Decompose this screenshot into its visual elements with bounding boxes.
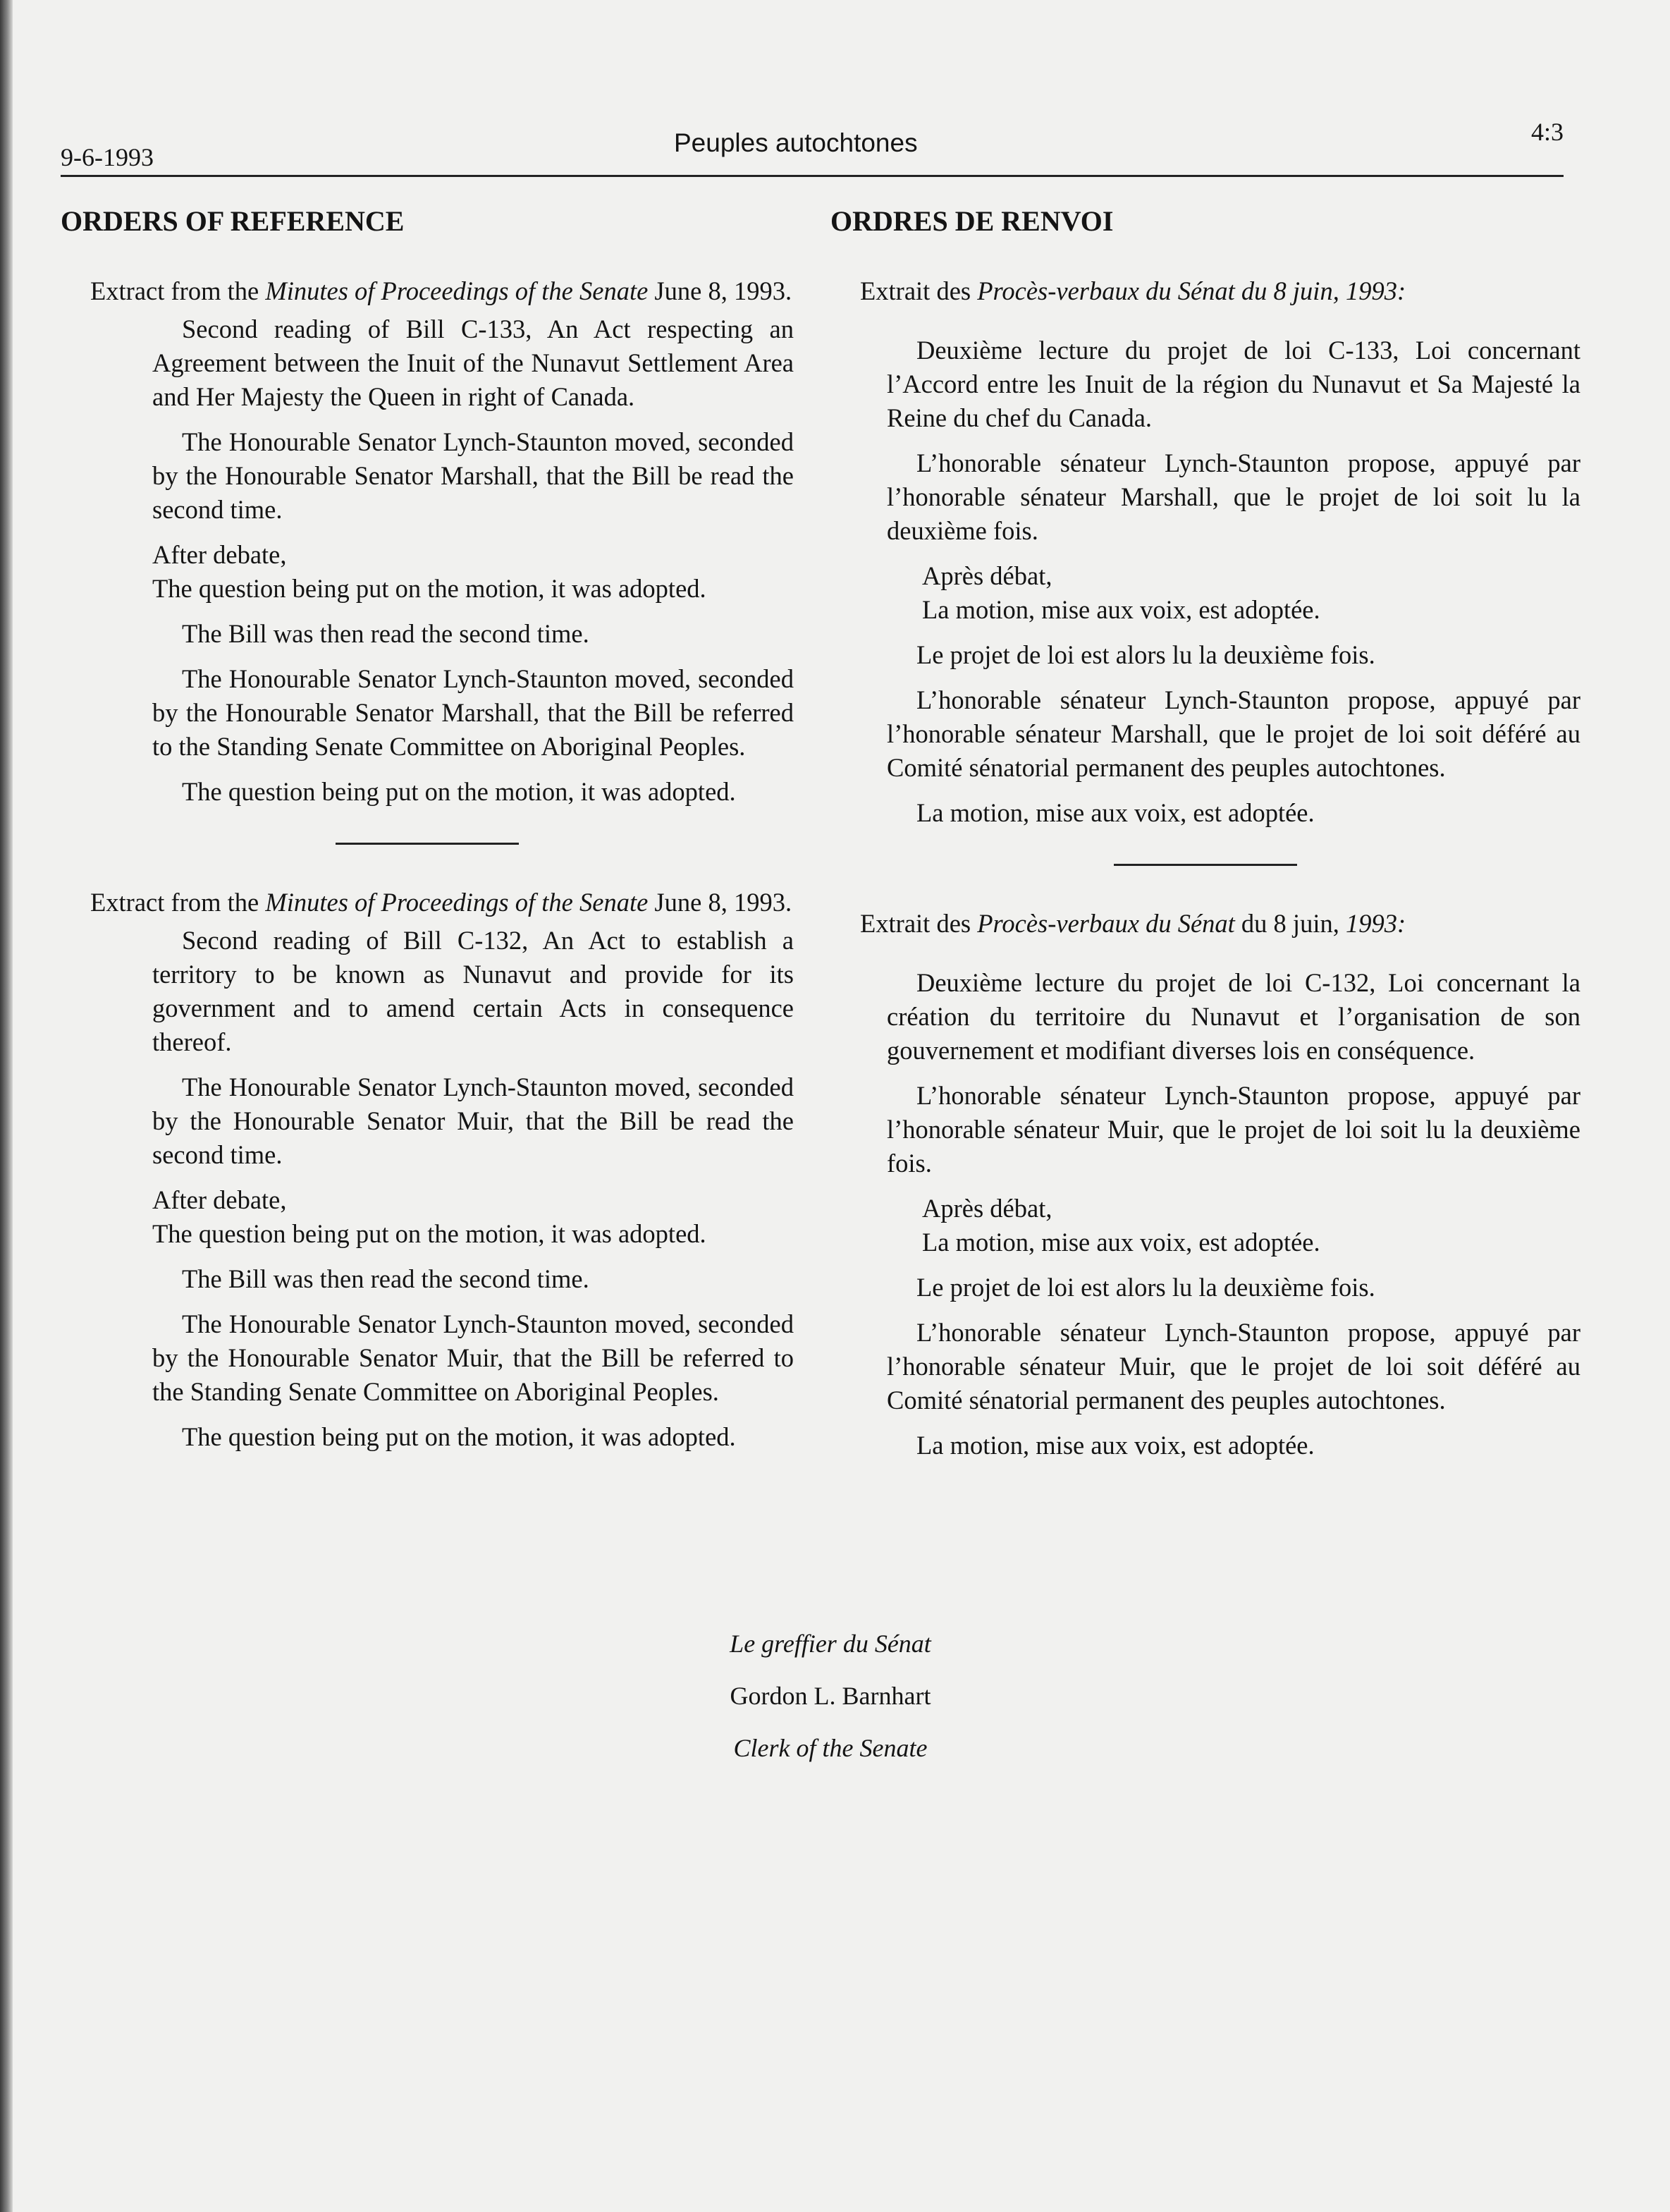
paragraph: Second reading of Bill C-133, An Act respecting an Agreement between the Inuit of the Nunavut Settlement Area and Her Majesty the Queen in right of Canada. xyxy=(152,314,794,411)
signature-title-en: Clerk of the Senate xyxy=(733,1734,928,1762)
paragraph: L’honorable sénateur Lynch-Staunton propose, appuyé par l’honorable sénateur Marshall, que le projet de loi soit déféré au Comité sénatorial permanent des peuples autochtones. xyxy=(887,685,1580,782)
debate-line: Après débat, xyxy=(922,1194,1052,1223)
section-divider xyxy=(336,843,519,845)
french-column xyxy=(830,204,1580,1474)
section-heading: ORDERS OF REFERENCE xyxy=(61,205,405,237)
order-block xyxy=(61,924,794,1172)
paragraph: The question being put on the motion, it was adopted. xyxy=(182,1422,736,1451)
paragraph: The Honourable Senator Lynch-Staunton moved, seconded by the Honourable Senator Muir, that the Bill be read the second time. xyxy=(152,1073,794,1169)
section-divider xyxy=(1114,864,1297,866)
debate-line: After debate, xyxy=(152,1185,287,1214)
order-block xyxy=(830,334,1580,548)
paragraph: Deuxième lecture du projet de loi C-132, Loi concernant la création du territoire du Nunavut et l’organisation de son gouvernement et modifiant diverses lois en conséquence. xyxy=(887,968,1580,1065)
paragraph: La motion, mise aux voix, est adoptée. xyxy=(916,798,1315,827)
debate-line: La motion, mise aux voix, est adoptée. xyxy=(922,1228,1320,1257)
section-heading: ORDRES DE RENVOI xyxy=(830,205,1114,237)
paragraph: Second reading of Bill C-132, An Act to establish a territory to be known as Nunavut and provide for its government and to amend certain Acts in consequence thereof. xyxy=(152,926,794,1056)
header-title: Peuples autochtones xyxy=(674,128,918,157)
order-block xyxy=(830,638,1580,830)
order-block xyxy=(61,617,794,809)
paragraph: L’honorable sénateur Lynch-Staunton propose, appuyé par l’honorable sénateur Muir, que le projet de loi soit lu la deuxième fois. xyxy=(887,1081,1580,1178)
header-date: 9-6-1993 xyxy=(61,143,154,171)
order-block xyxy=(61,1262,794,1454)
order-block xyxy=(830,966,1580,1180)
paragraph: La motion, mise aux voix, est adoptée. xyxy=(916,1431,1315,1460)
extract-line: Extrait des Procès-verbaux du Sénat du 8 juin, 1993: xyxy=(860,276,1406,305)
extract-line: Extrait des Procès-verbaux du Sénat du 8 juin, 1993: xyxy=(860,909,1406,938)
debate-line: The question being put on the motion, it was adopted. xyxy=(152,1219,706,1248)
paragraph: The Bill was then read the second time. xyxy=(182,619,589,648)
order-block xyxy=(61,312,794,527)
paragraph: The Honourable Senator Lynch-Staunton moved, seconded by the Honourable Senator Marshall, that the Bill be referred to the Standing Senate Committee on Aboriginal Peoples. xyxy=(152,664,794,761)
header-page-number: 4:3 xyxy=(1530,118,1564,146)
signature-block xyxy=(718,1629,943,1785)
paragraph: L’honorable sénateur Lynch-Staunton propose, appuyé par l’honorable sénateur Marshall, que le projet de loi soit lu la deuxième fois. xyxy=(887,448,1580,545)
page-header xyxy=(61,118,1564,177)
debate-line: La motion, mise aux voix, est adoptée. xyxy=(922,595,1320,624)
paragraph: The Honourable Senator Lynch-Staunton moved, seconded by the Honourable Senator Muir, that the Bill be referred to the Standing Senate Committee on Aboriginal Peoples. xyxy=(152,1309,794,1406)
paragraph: Le projet de loi est alors lu la deuxième fois. xyxy=(916,1273,1375,1302)
page-binding-edge xyxy=(0,0,13,2212)
paragraph: The Bill was then read the second time. xyxy=(182,1264,589,1293)
paragraph: L’honorable sénateur Lynch-Staunton propose, appuyé par l’honorable sénateur Muir, que le projet de loi soit déféré au Comité sénatorial permanent des peuples autochtones. xyxy=(887,1318,1580,1414)
paragraph: Deuxième lecture du projet de loi C-133, Loi concernant l’Accord entre les Inuit de la région du Nunavut et Sa Majesté la Reine du chef du Canada. xyxy=(887,336,1580,432)
signature-title-fr: Le greffier du Sénat xyxy=(730,1630,931,1658)
debate-line: Après débat, xyxy=(922,561,1052,590)
debate-line: After debate, xyxy=(152,540,287,569)
extract-line: Extract from the Minutes of Proceedings of the Senate June 8, 1993. xyxy=(90,888,792,917)
english-column xyxy=(61,204,794,1465)
paragraph: Le projet de loi est alors lu la deuxième fois. xyxy=(916,640,1375,669)
paragraph: The question being put on the motion, it was adopted. xyxy=(182,777,736,806)
extract-line: Extract from the Minutes of Proceedings of the Senate June 8, 1993. xyxy=(90,276,792,305)
debate-line: The question being put on the motion, it was adopted. xyxy=(152,574,706,603)
signature-name: Gordon L. Barnhart xyxy=(730,1682,931,1710)
paragraph: The Honourable Senator Lynch-Staunton moved, seconded by the Honourable Senator Marshall, that the Bill be read the second time. xyxy=(152,427,794,524)
order-block xyxy=(830,1271,1580,1462)
